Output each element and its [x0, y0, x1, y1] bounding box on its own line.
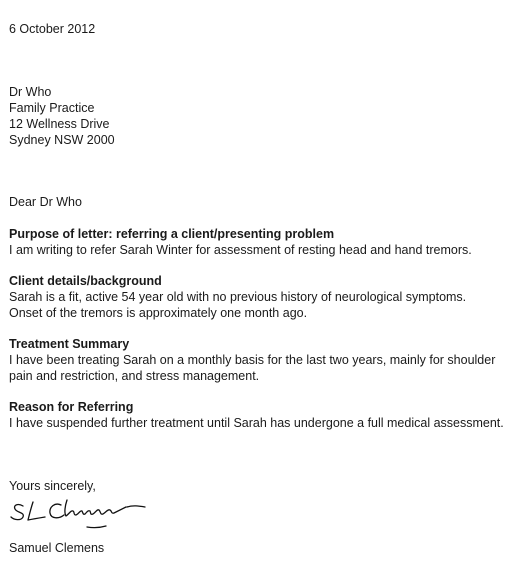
closing: Yours sincerely,	[9, 479, 96, 493]
letter-date: 6 October 2012	[9, 22, 96, 36]
section-body: Sarah is a fit, active 54 year old with no previous history of neurological symptoms. Onset of the tremors is approximately one month ago.	[9, 290, 467, 320]
section-heading: Treatment Summary	[9, 337, 130, 351]
recipient-name: Dr Who	[9, 85, 52, 99]
section-body: I am writing to refer Sarah Winter for assessment of resting head and hand tremors.	[9, 243, 472, 257]
recipient-city: Sydney NSW 2000	[9, 133, 115, 147]
sender-name: Samuel Clemens	[9, 541, 105, 555]
section-body: I have been treating Sarah on a monthly basis for the last two years, mainly for shoulder pain and restriction, and stress management.	[9, 353, 496, 383]
salutation: Dear Dr Who	[9, 195, 82, 209]
section-heading: Client details/background	[9, 274, 162, 288]
recipient-practice: Family Practice	[9, 101, 95, 115]
handwritten-signature	[9, 492, 159, 534]
section-body: I have suspended further treatment until Sarah has undergone a full medical assessment.	[9, 416, 504, 430]
section-heading: Purpose of letter: referring a client/presenting problem	[9, 227, 335, 241]
section-heading: Reason for Referring	[9, 400, 134, 414]
recipient-street: 12 Wellness Drive	[9, 117, 110, 131]
